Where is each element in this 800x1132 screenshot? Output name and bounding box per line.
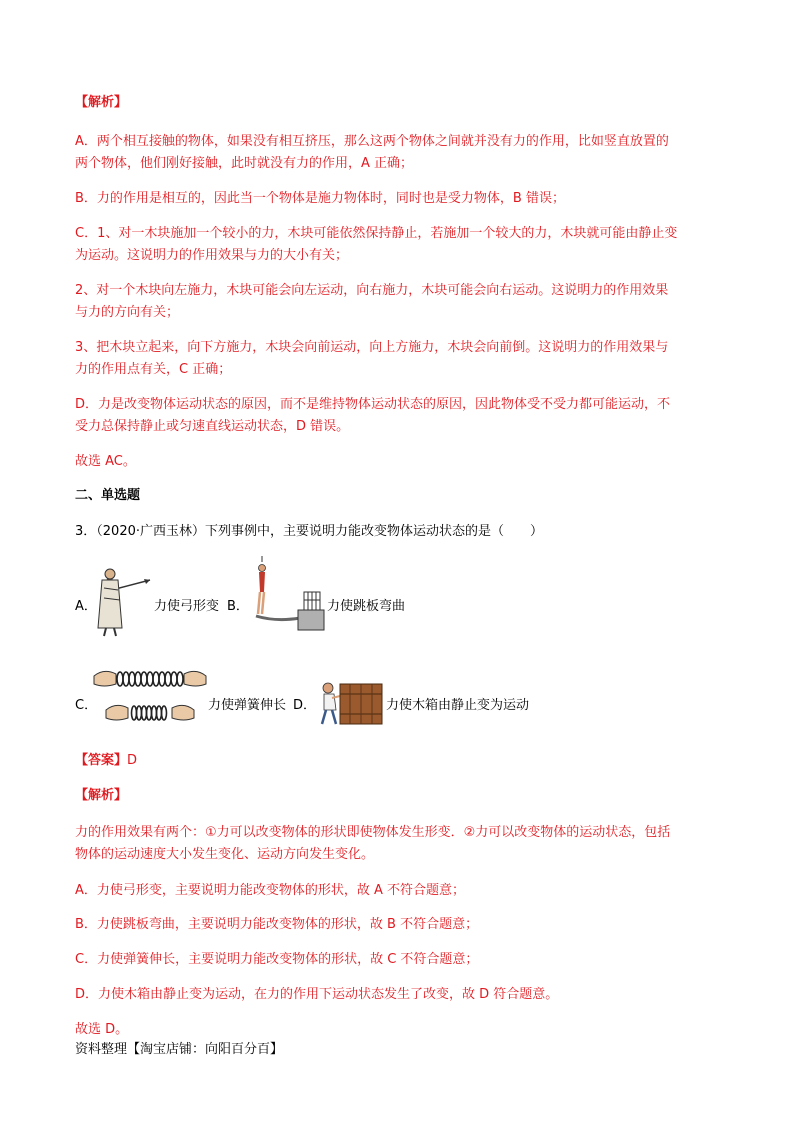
analysis-line: 力的作用效果有两个：①力可以改变物体的形状即使物体发生形变．②力可以改变物体的运动状态，包括 <box>75 825 671 840</box>
analysis-line: 力的作用点有关，C 正确； <box>75 362 232 377</box>
answer-line <box>75 751 137 771</box>
analysis-heading: 【解析】 <box>75 95 128 110</box>
analysis-line: B．力的作用是相互的，因此当一个物体是施力物体时，同时也是受力物体，B 错误； <box>75 191 565 206</box>
option-d-letter: D． <box>293 698 317 713</box>
section-title: 二、单选题 <box>75 488 141 503</box>
box-push-icon <box>318 680 384 726</box>
analysis-heading: 【解析】 <box>75 788 128 803</box>
question-stem: 3．（2020·广西玉林）下列事例中，主要说明力能改变物体运动状态的是（ ） <box>75 524 543 539</box>
footer-credit: 资料整理【淘宝店铺：向阳百分百】 <box>75 1042 284 1057</box>
option-a-text: 力使弓形变 <box>154 599 220 614</box>
analysis-line: D．力使木箱由静止变为运动，在力的作用下运动状态发生了改变，故 D 符合题意。 <box>75 987 559 1002</box>
analysis-line: C．力使弹簧伸长，主要说明力能改变物体的形状，故 C 不符合题意； <box>75 952 479 967</box>
analysis-line: 受力总保持静止或匀速直线运动状态，D 错误。 <box>75 419 350 434</box>
option-a-letter: A． <box>75 599 97 614</box>
analysis-line: 与力的方向有关； <box>75 305 180 320</box>
option-b-text: 力使跳板弯曲 <box>327 599 406 614</box>
analysis-line: 为运动。这说明力的作用效果与力的大小有关； <box>75 248 349 263</box>
archer-icon <box>92 558 152 638</box>
analysis-conclusion: 故选 AC。 <box>75 454 136 469</box>
option-c-text: 力使弹簧伸长 <box>208 698 287 713</box>
option-c-letter: C． <box>75 698 98 713</box>
option-d-text: 力使木箱由静止变为运动 <box>386 698 530 713</box>
analysis-line: 物体的运动速度大小发生变化、运动方向发生变化。 <box>75 847 375 862</box>
answer-label: 【答案】 <box>75 753 128 768</box>
analysis-line: 两个物体，他们刚好接触，此时就没有力的作用，A 正确； <box>75 156 414 171</box>
analysis-line: D．力是改变物体运动状态的原因，而不是维持物体运动状态的原因，因此物体受不受力都可能运动，不 <box>75 397 671 412</box>
spring-icon <box>94 666 206 730</box>
answer-value: D <box>127 753 138 768</box>
option-b-letter: B． <box>227 599 249 614</box>
analysis-line: C．1、对一木块施加一个较小的力，木块可能依然保持静止，若施加一个较大的力，木块就可能由静止变 <box>75 226 678 241</box>
analysis-line: A．力使弓形变，主要说明力能改变物体的形状，故 A 不符合题意； <box>75 883 466 898</box>
analysis-conclusion: 故选 D。 <box>75 1022 129 1037</box>
analysis-line: A．两个相互接触的物体，如果没有相互挤压，那么这两个物体之间就并没有力的作用，比如竖直放置的 <box>75 134 669 149</box>
diver-icon <box>248 562 328 634</box>
analysis-line: B．力使跳板弯曲，主要说明力能改变物体的形状，故 B 不符合题意； <box>75 917 479 932</box>
analysis-line: 3、把木块立起来，向下方施力，木块会向前运动，向上方施力，木块会向前倒。这说明力的作用效果与 <box>75 340 669 355</box>
analysis-line: 2、对一个木块向左施力，木块可能会向左运动，向右施力，木块可能会向右运动。这说明力的作用效果 <box>75 283 669 298</box>
